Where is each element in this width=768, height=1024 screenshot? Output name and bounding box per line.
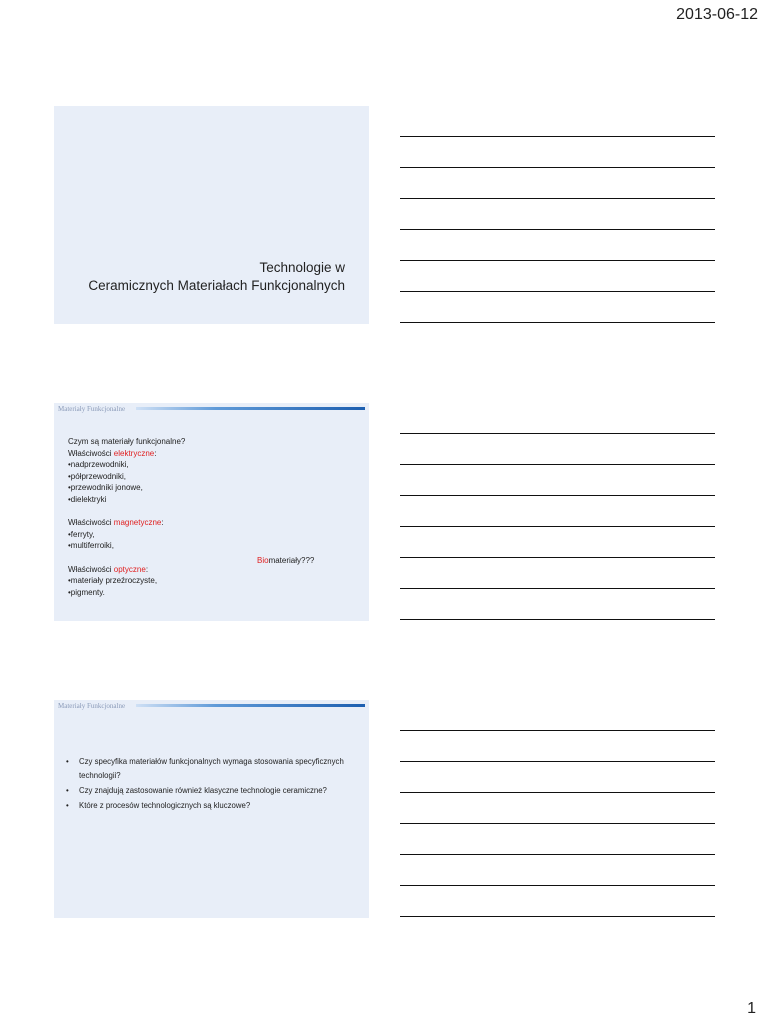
list-item: •dielektryki	[68, 494, 107, 504]
bullet-list	[66, 755, 356, 814]
note-line	[400, 619, 715, 620]
list-item: •pigmenty.	[68, 587, 105, 597]
note-line	[400, 229, 715, 230]
section-suffix: :	[145, 564, 149, 574]
spacer	[68, 552, 185, 564]
note-line	[400, 260, 715, 261]
note-line	[400, 916, 715, 917]
section-highlight: elektryczne	[113, 448, 155, 458]
note-line	[400, 291, 715, 292]
slide-header: Materiały Funkcjonalne	[58, 702, 126, 710]
header-accent-bar	[136, 407, 365, 410]
slide-title	[88, 259, 345, 295]
list-item: •materiały przeźroczyste,	[68, 576, 158, 586]
slide-header: Materiały Funkcjonalne	[58, 405, 126, 413]
note-line	[400, 167, 715, 168]
note-line	[400, 433, 715, 434]
page-date: 2013-06-12	[676, 6, 758, 23]
section-heading-optical	[68, 564, 185, 576]
list-item: • Czy specyfika materiałów funkcjonalnych wymaga stosowania specyficznych technologii?	[66, 755, 356, 783]
note-line	[400, 854, 715, 855]
section-heading-magnetic	[68, 517, 185, 529]
biomaterials-text	[257, 556, 314, 565]
slide-3	[54, 700, 369, 918]
slide-title-line-1: Technologie w	[259, 260, 345, 275]
section-prefix: Właściwości	[68, 448, 114, 458]
note-line	[400, 464, 715, 465]
page-number: 1	[747, 1000, 756, 1017]
section-highlight: optyczne	[113, 564, 146, 574]
section-highlight: magnetyczne	[113, 518, 162, 528]
slide-2	[54, 403, 369, 621]
list-item: •nadprzewodniki,	[68, 460, 129, 470]
list-item: •półprzewodniki,	[68, 471, 126, 481]
slide-title-line-2: Ceramicznych Materiałach Funkcjonalnych	[88, 278, 345, 293]
note-line	[400, 136, 715, 137]
list-item: • Czy znajdują zastosowanie również klasyczne technologie ceramiczne?	[66, 784, 356, 798]
note-line	[400, 730, 715, 731]
note-line	[400, 792, 715, 793]
section-suffix: :	[161, 518, 164, 528]
slide-body	[68, 436, 185, 598]
slide-1	[54, 106, 369, 324]
section-prefix: Właściwości	[68, 518, 114, 528]
note-line	[400, 823, 715, 824]
question-text: Czym są materiały funkcjonalne?	[68, 437, 186, 446]
note-line	[400, 588, 715, 589]
list-item: •przewodniki jonowe,	[68, 483, 143, 493]
note-line	[400, 885, 715, 886]
note-line	[400, 526, 715, 527]
section-prefix: Właściwości	[68, 564, 114, 574]
bio-highlight: Bio	[257, 556, 269, 565]
header-accent-bar	[136, 704, 365, 707]
note-line	[400, 322, 715, 323]
note-line	[400, 495, 715, 496]
note-line	[400, 761, 715, 762]
note-line	[400, 198, 715, 199]
bio-rest: materiały???	[268, 556, 315, 565]
list-item: • Które z procesów technologicznych są kluczowe?	[66, 799, 356, 813]
list-item: •ferryty,	[68, 529, 95, 539]
list-item: •multiferroiki,	[68, 541, 114, 551]
section-heading-electric	[68, 448, 185, 460]
spacer	[68, 506, 185, 518]
section-suffix: :	[154, 448, 157, 458]
note-line	[400, 557, 715, 558]
